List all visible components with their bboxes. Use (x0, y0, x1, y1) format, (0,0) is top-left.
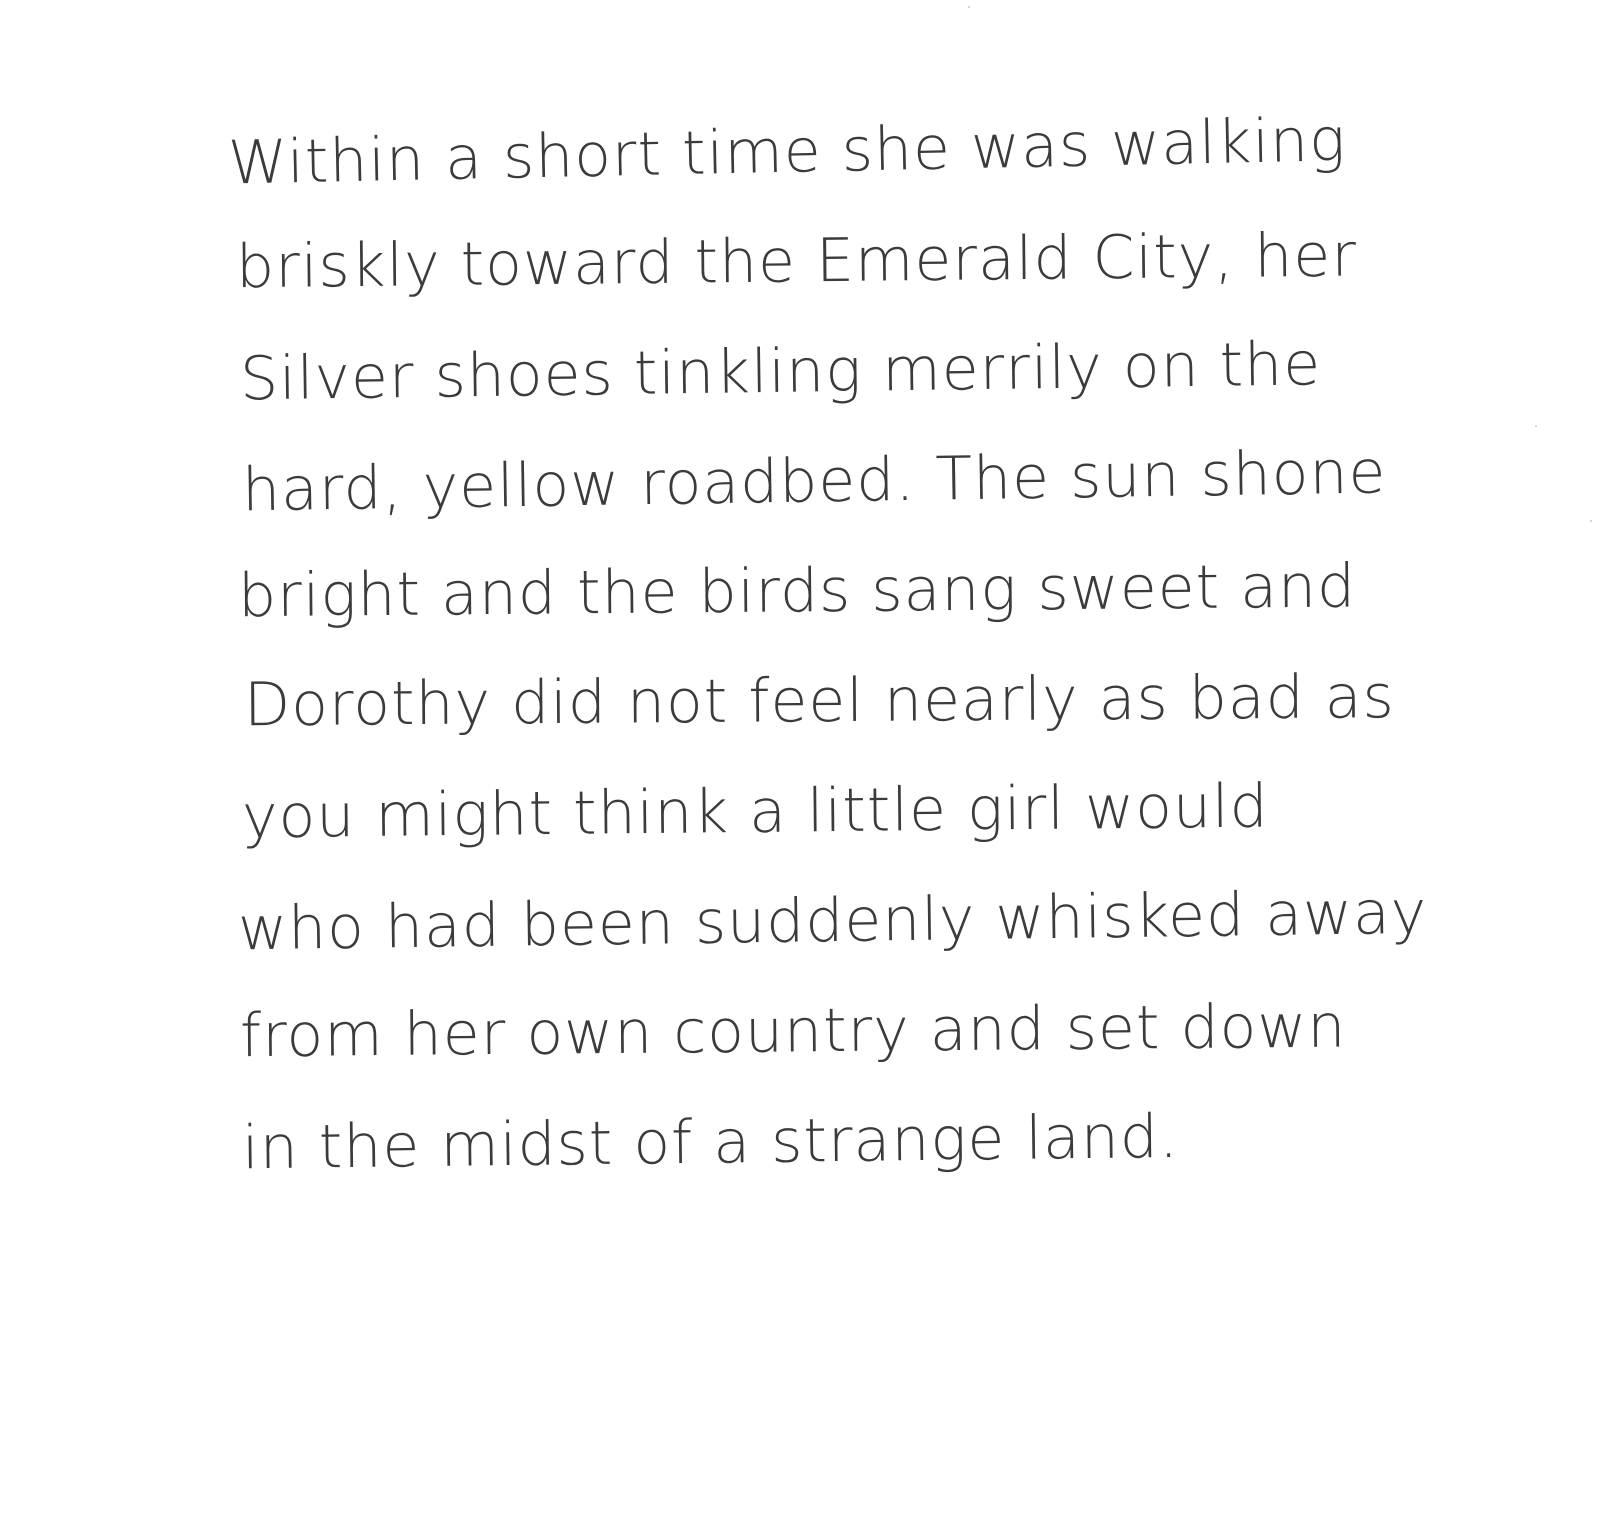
text-line: hard, yellow roadbed. The sun shone (241, 437, 1387, 526)
paper-speck (1535, 425, 1537, 427)
text-line: from her own country and set down (239, 991, 1347, 1072)
paper-speck (1590, 520, 1592, 522)
text-line: briskly toward the Emerald City, her (235, 220, 1358, 303)
handwritten-text-block (227, 96, 1432, 1196)
paper-speck (968, 6, 970, 8)
text-line: in the midst of a strange land. (241, 1101, 1180, 1184)
text-line: bright and the birds sang sweet and (237, 551, 1357, 632)
text-line: Silver shoes tinkling merrily on the (239, 329, 1322, 415)
text-line: Within a short time she was walking (227, 105, 1347, 199)
text-line: you might think a little girl would (241, 771, 1270, 853)
text-line: Dorothy did not feel nearly as bad as (243, 662, 1396, 741)
text-line: who had been suddenly whisked away (237, 877, 1428, 965)
